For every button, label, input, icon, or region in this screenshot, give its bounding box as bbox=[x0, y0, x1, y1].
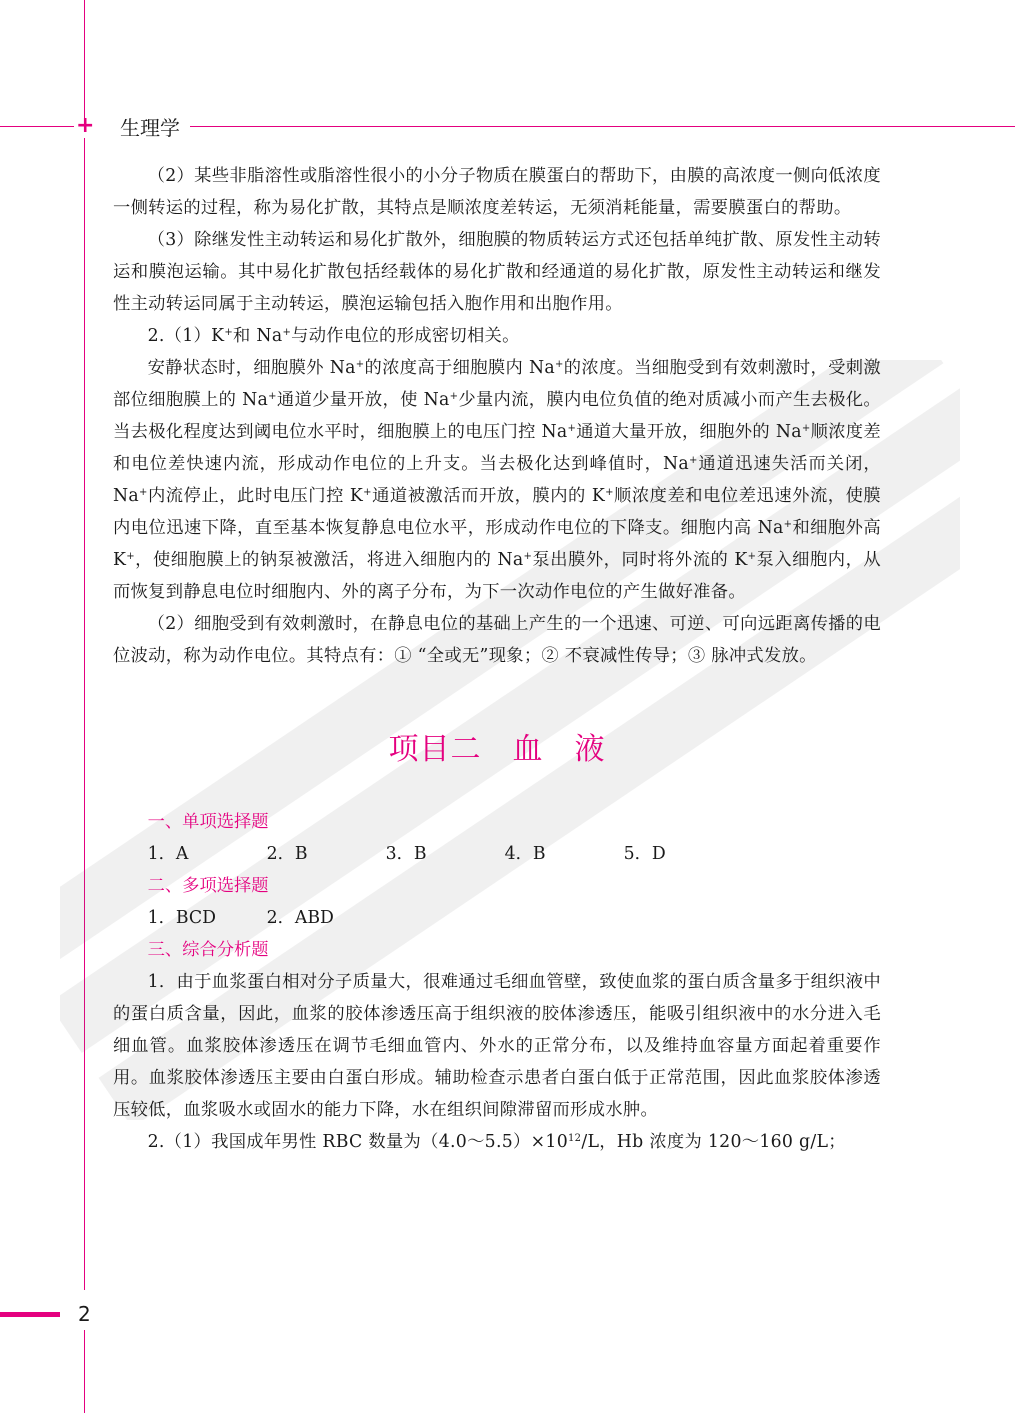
page-body bbox=[113, 160, 881, 1158]
margin-line-bottom bbox=[84, 1330, 85, 1413]
single-choice-answers bbox=[148, 838, 881, 870]
crosshair-plus-icon: + bbox=[76, 113, 95, 138]
footer-accent-bar bbox=[0, 1312, 60, 1317]
heading-analysis: 三、综合分析题 bbox=[147, 940, 269, 960]
page-number: 2 bbox=[78, 1302, 91, 1326]
answer-item: 2．B bbox=[266, 844, 308, 864]
running-header-title: 生理学 bbox=[120, 116, 180, 140]
paragraph-resting-state: 安静状态时，细胞膜外 Na+的浓度高于细胞膜内 Na+的浓度。当细胞受到有效刺激时，受刺激部位细胞膜上的 Na+通道少量开放，使 Na+少量内流，膜内电位负值的绝对质减小而产生去极化。当去极化程度达到阈电位水平时，细胞膜上的电压门控 Na+通道大量开放，细胞外的 Na+顺浓度差和电位差快速内流，形成动作电位的上升支。当去极化达到峰值时，Na+通道迅速失活而关闭，Na+内流停止，此时电压门控 K+通道被激活而开放，膜内的 K+顺浓度差和电位差迅速外流，使膜内电位迅速下降，直至基本恢复静息电位水平，形成动作电位的下降支。细胞内高 Na+和细胞外高 K+，使细胞膜上的钠泵被激活，将进入细胞内的 Na+泵出膜外，同时将外流的 K+泵入细胞内，从而恢复到静息电位时细胞内、外的离子分布，为下一次动作电位的产生做好准备。 bbox=[113, 358, 881, 602]
paragraph-ions-action-potential: 2.（1）K+和 Na+与动作电位的形成密切相关。 bbox=[147, 326, 520, 346]
answer-item: 3．B bbox=[385, 844, 427, 864]
heading-single-choice: 一、单项选择题 bbox=[147, 812, 269, 832]
paragraph-plasma-oncotic-pressure: 1．由于血浆蛋白相对分子质量大，很难通过毛细血管壁，致使血浆的蛋白质含量多于组织液中的蛋白质含量，因此，血浆的胶体渗透压高于组织液的胶体渗透压，能吸引组织液中的水分进入毛细血管。血浆胶体渗透压在调节毛细血管内、外水的正常分布，以及维持血容量方面起着重要作用。血浆胶体渗透压主要由白蛋白形成。辅助检查示患者白蛋白低于正常范围，因此血浆胶体渗透压较低，血浆吸水或固水的能力下降，水在组织间隙滞留而形成水肿。 bbox=[113, 972, 881, 1120]
answer-item: 1．BCD bbox=[147, 908, 216, 928]
heading-multi-choice: 二、多项选择题 bbox=[147, 876, 269, 896]
margin-line-main bbox=[84, 138, 85, 1290]
answer-item: 4．B bbox=[504, 844, 546, 864]
header-rule-left bbox=[0, 126, 74, 127]
margin-line-top bbox=[84, 0, 85, 118]
section-title: 项目二 血 液 bbox=[388, 732, 606, 767]
paragraph-rbc-values: 2.（1）我国成年男性 RBC 数量为$(4.0\sim 5.5)\times 10^{12}/L$，Hb 浓度为 120～160 g/L； bbox=[147, 1132, 846, 1152]
header-rule-right bbox=[190, 126, 1015, 127]
answer-item: 5．D bbox=[623, 844, 666, 864]
paragraph-facilitated-diffusion: （2）某些非脂溶性或脂溶性很小的小分子物质在膜蛋白的帮助下，由膜的高浓度一侧向低浓度一侧转运的过程，称为易化扩散，其特点是顺浓度差转运，无须消耗能量，需要膜蛋白的帮助。 bbox=[113, 166, 881, 218]
multi-choice-answers bbox=[148, 902, 881, 934]
answer-item: 1．A bbox=[147, 844, 189, 864]
answer-item: 2．ABD bbox=[266, 908, 334, 928]
paragraph-action-potential-definition: （2）细胞受到有效刺激时，在静息电位的基础上产生的一个迅速、可逆、可向远距离传播的电位波动，称为动作电位。其特点有：① “全或无”现象；② 不衰减性传导；③ 脉冲式发放。 bbox=[113, 614, 881, 666]
paragraph-transport-modes: （3）除继发性主动转运和易化扩散外，细胞膜的物质转运方式还包括单纯扩散、原发性主动转运和膜泡运输。其中易化扩散包括经载体的易化扩散和经通道的易化扩散，原发性主动转运和继发性主动转运同属于主动转运，膜泡运输包括入胞作用和出胞作用。 bbox=[113, 230, 881, 314]
